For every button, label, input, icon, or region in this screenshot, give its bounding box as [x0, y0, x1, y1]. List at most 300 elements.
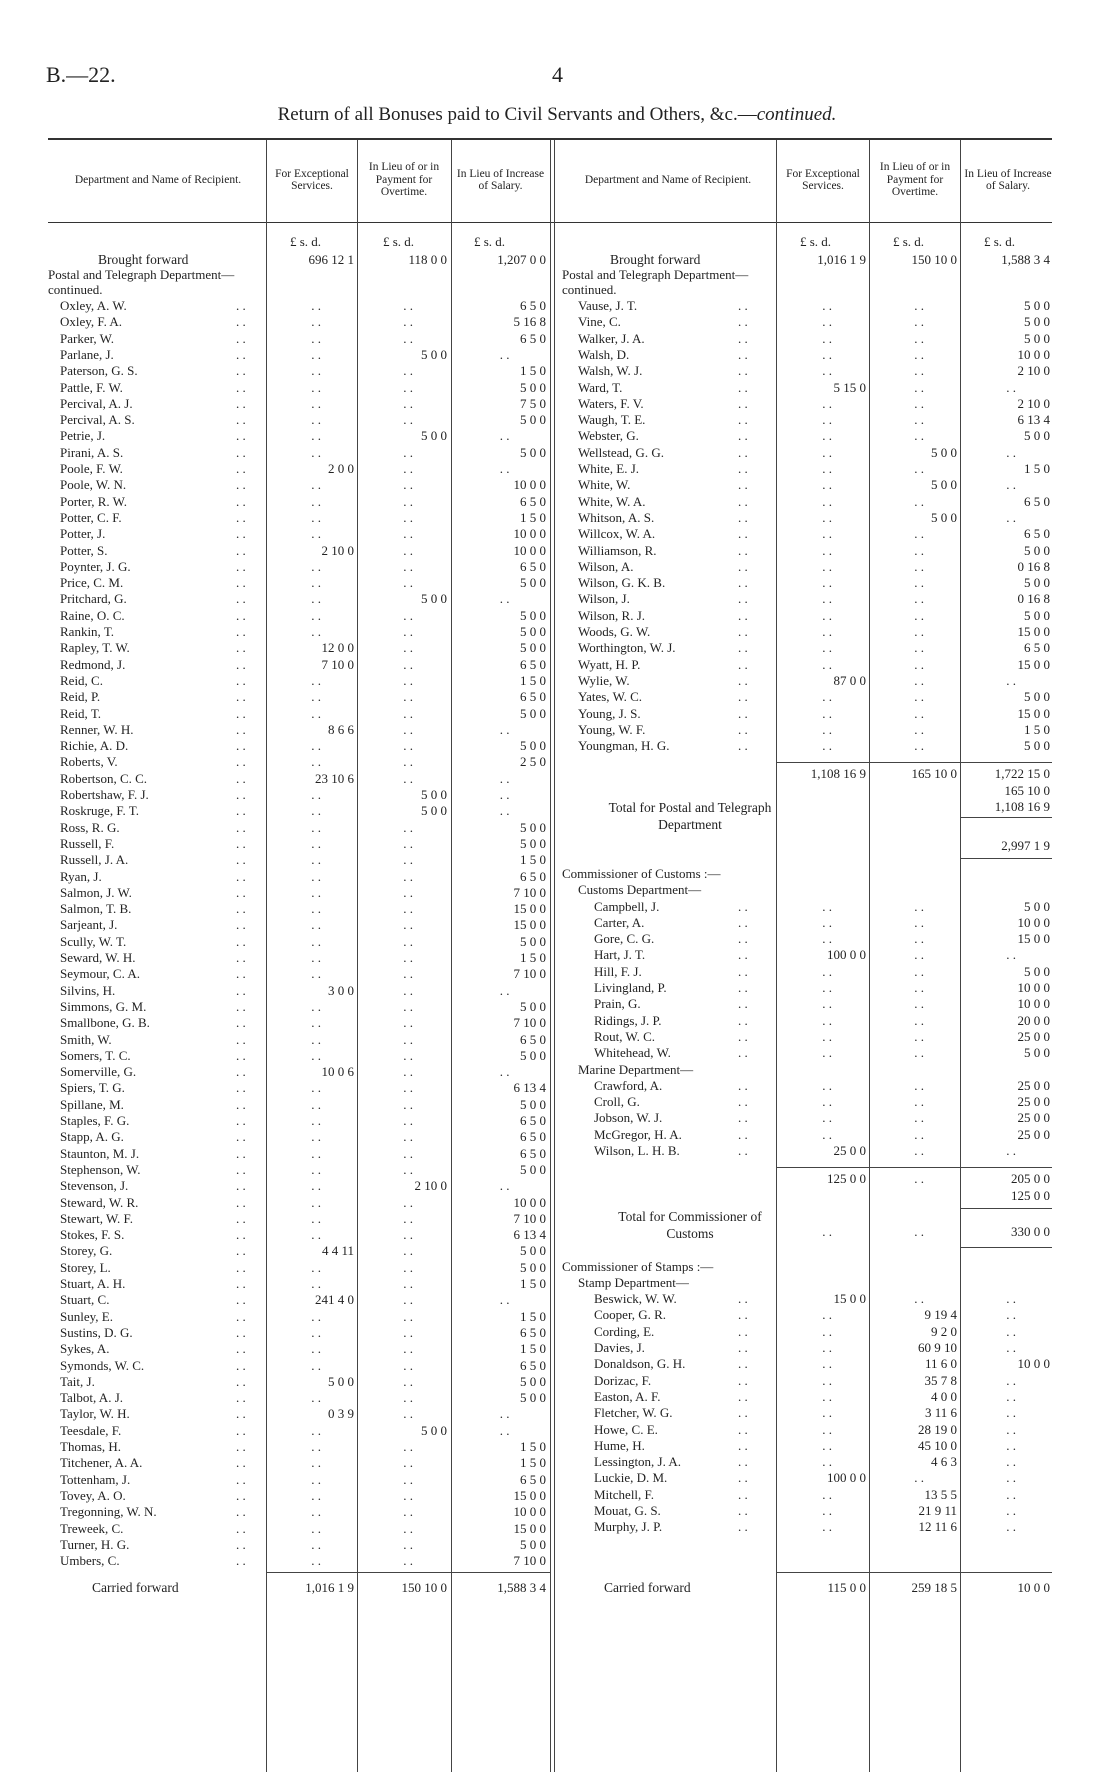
blank-marker: . . [914, 1110, 924, 1126]
amount-cell: 5 0 0 [520, 379, 546, 395]
page-code: B.—22. [46, 62, 116, 87]
sum-rule [960, 858, 1052, 859]
blank-marker: . . [403, 1047, 413, 1063]
amount-cell: 25 0 0 [1017, 1077, 1050, 1093]
amount-cell: 5 15 0 [833, 379, 866, 395]
section-heading: Commissioner of Stamps :— [562, 1258, 714, 1274]
blank-marker: . . [1006, 477, 1016, 493]
leader-dots: . . [236, 754, 246, 770]
blank-marker: . . [1006, 379, 1016, 395]
blank-marker: . . [403, 575, 413, 591]
leader-dots: . . [236, 933, 246, 949]
amount-cell: 25 0 0 [1017, 1028, 1050, 1044]
col-divider [451, 140, 452, 1772]
leader-dots: . . [738, 1340, 748, 1355]
recipient-name: Stuart, A. H. [60, 1276, 126, 1291]
recipient-name: Scully, W. T. [60, 933, 127, 949]
blank-marker: . . [1006, 947, 1016, 963]
blank-marker: . . [499, 346, 510, 362]
amount-cell: 1 5 0 [520, 1439, 546, 1454]
amount-cell: 5 0 0 [1024, 607, 1050, 623]
blank-marker: . . [311, 1259, 321, 1275]
blank-marker: . . [822, 461, 832, 476]
leader-dots: . . [236, 379, 246, 395]
blank-marker: . . [822, 1110, 832, 1126]
blank-marker: . . [822, 980, 832, 995]
blank-marker: . . [822, 444, 832, 460]
blank-marker: . . [1006, 672, 1016, 688]
blank-marker: . . [914, 947, 924, 963]
amount-cell: 6 13 4 [513, 1080, 546, 1096]
recipient-name: Wylie, W. [578, 672, 630, 688]
blank-marker: . . [914, 412, 924, 428]
blank-marker: . . [914, 963, 924, 979]
page-number: 4 [552, 62, 563, 87]
leader-dots: . . [738, 1372, 748, 1388]
recipient-name: Porter, R. W. [60, 493, 128, 509]
blank-marker: . . [403, 998, 413, 1014]
col-divider [869, 140, 870, 1772]
section-heading: Postal and Telegraph Department—continued. [562, 267, 749, 297]
recipient-name: Talbot, A. J. [60, 1390, 124, 1406]
blank-marker: . . [311, 738, 321, 754]
blank-marker: . . [311, 998, 321, 1014]
recipient-name: White, W. A. [578, 493, 646, 509]
leader-dots: . . [236, 1210, 246, 1226]
leader-dots: . . [236, 901, 246, 917]
amount-cell: 5 0 0 [520, 933, 546, 949]
blank-marker: . . [499, 1406, 510, 1422]
blank-marker: . . [822, 346, 832, 362]
blank-marker: . . [403, 330, 413, 346]
blank-marker: . . [403, 738, 413, 754]
blank-marker: . . [311, 1096, 321, 1112]
leader-dots: . . [236, 1047, 246, 1063]
amount-cell: 23 10 6 [315, 770, 354, 786]
recipient-name: Staunton, M. J. [60, 1145, 140, 1161]
blank-marker: . . [822, 996, 832, 1012]
amount-cell: 0 16 8 [1017, 591, 1050, 607]
blank-marker: . . [403, 1194, 413, 1210]
blank-marker: . . [822, 721, 832, 737]
leader-dots: . . [738, 656, 748, 672]
leader-dots: . . [236, 477, 246, 493]
leader-dots: . . [236, 1439, 246, 1454]
blank-marker: . . [403, 542, 413, 558]
recipient-name: Raine, O. C. [60, 607, 125, 623]
blank-marker: . . [403, 901, 413, 917]
recipient-name: Youngman, H. G. [578, 738, 670, 754]
leader-dots: . . [236, 1406, 246, 1422]
amount-cell: 7 10 0 [513, 966, 546, 982]
recipient-name: Reid, T. [60, 705, 102, 721]
blank-marker: . . [1006, 1323, 1016, 1339]
blank-marker: . . [914, 1012, 924, 1028]
amount-cell: 1 5 0 [520, 363, 546, 379]
recipient-name: Mitchell, F. [594, 1486, 654, 1502]
blank-marker: . . [822, 1388, 832, 1404]
amount-cell: 6 5 0 [520, 1357, 546, 1373]
blank-marker: . . [403, 917, 413, 933]
blank-marker: . . [914, 640, 924, 656]
recipient-name: Poynter, J. G. [60, 558, 131, 574]
recipient-name: Livingland, P. [594, 980, 667, 995]
recipient-name: Howe, C. E. [594, 1421, 658, 1437]
blank-marker: . . [822, 1486, 832, 1502]
col-header-dept: Department and Name of Recipient. [74, 173, 242, 186]
amount-cell: 0 16 8 [1017, 558, 1050, 574]
amount-cell: 6 5 0 [520, 1031, 546, 1047]
blank-marker: . . [822, 1126, 832, 1142]
leader-dots: . . [738, 379, 748, 395]
amount-cell: 12 0 0 [321, 640, 354, 656]
amount-cell: 2 5 0 [520, 754, 546, 770]
blank-marker: . . [822, 298, 832, 313]
amount-cell: 5 0 0 [1024, 689, 1050, 705]
recipient-name: Walsh, W. J. [578, 363, 643, 379]
blank-marker: . . [311, 395, 321, 411]
recipient-name: Ward, T. [578, 379, 623, 395]
amount-cell: 1 5 0 [520, 1276, 546, 1291]
recipient-name: Simmons, G. M. [60, 998, 147, 1014]
blank-marker: . . [403, 933, 413, 949]
leader-dots: . . [236, 787, 246, 802]
leader-dots: . . [738, 689, 748, 705]
sum-rule [960, 1247, 1052, 1248]
blank-marker: . . [311, 1487, 321, 1503]
blank-marker: . . [403, 868, 413, 884]
recipient-name: Roskruge, F. T. [60, 803, 140, 819]
leader-dots: . . [236, 1113, 246, 1128]
amount-cell: 5 0 0 [520, 607, 546, 623]
recipient-name: Oxley, A. W. [60, 298, 127, 313]
amount-cell: 13 5 5 [924, 1486, 957, 1502]
leader-dots: . . [236, 1390, 246, 1406]
recipient-name: Vine, C. [578, 314, 621, 330]
blank-marker: . . [403, 1292, 413, 1308]
leader-dots: . . [738, 526, 748, 542]
leader-dots: . . [236, 1471, 246, 1487]
amount-cell: 5 0 0 [520, 412, 546, 428]
leader-dots: . . [236, 624, 246, 639]
recipient-name: Silvins, H. [60, 982, 116, 998]
recipient-name: Hill, F. J. [594, 963, 642, 979]
leader-dots: . . [236, 998, 246, 1014]
blank-marker: . . [914, 624, 924, 639]
amount-cell: 5 0 0 [931, 509, 957, 525]
blank-marker: . . [403, 461, 413, 476]
amount-cell: 5 0 0 [520, 624, 546, 639]
amount-cell: 5 16 8 [513, 314, 546, 330]
leader-dots: . . [236, 1324, 246, 1340]
blank-marker: . . [403, 379, 413, 395]
amount-cell: 6 5 0 [520, 1129, 546, 1145]
recipient-name: Walsh, D. [578, 346, 630, 362]
amount-cell: 4 6 3 [931, 1454, 957, 1470]
leader-dots: . . [738, 1454, 748, 1470]
blank-marker: . . [1006, 1503, 1016, 1518]
blank-marker: . . [403, 966, 413, 982]
blank-marker: . . [403, 819, 413, 835]
blank-marker: . . [822, 558, 832, 574]
recipient-name: Sarjeant, J. [60, 917, 118, 933]
blank-marker: . . [822, 1340, 832, 1355]
blank-marker: . . [403, 1406, 413, 1422]
leader-dots: . . [236, 852, 246, 868]
amount-cell: 0 3 9 [328, 1406, 354, 1422]
recipient-name: Umbers, C. [60, 1553, 120, 1569]
blank-marker: . . [914, 931, 924, 947]
blank-marker: . . [311, 1536, 321, 1552]
amount-cell: 15 0 0 [513, 1520, 546, 1536]
recipient-name: Rout, W. C. [594, 1028, 656, 1044]
leader-dots: . . [236, 1422, 246, 1438]
blank-marker: . . [822, 314, 832, 330]
leader-dots: . . [236, 672, 246, 688]
recipient-name: Wilson, G. K. B. [578, 575, 666, 591]
recipient-name: Tregonning, W. N. [60, 1504, 157, 1520]
amount-cell: 9 19 4 [924, 1307, 957, 1323]
leader-dots: . . [236, 346, 246, 362]
leader-dots: . . [738, 1077, 748, 1093]
amount-cell: 25 0 0 [1017, 1094, 1050, 1110]
postal-sum-overtime: 165 10 0 [911, 766, 957, 782]
recipient-name: Wyatt, H. P. [578, 656, 641, 672]
amount-cell: 6 5 0 [520, 298, 546, 313]
recipient-name: Vause, J. T. [578, 298, 638, 313]
blank-marker: . . [499, 770, 510, 786]
blank-marker: . . [914, 558, 924, 574]
leader-dots: . . [738, 461, 748, 476]
carried-forward-exceptional: 115 0 0 [827, 1580, 866, 1595]
recipient-name: Tait, J. [60, 1373, 95, 1389]
blank-marker: . . [403, 1390, 413, 1406]
amount-cell: 6 5 0 [520, 689, 546, 705]
blank-marker: . . [1006, 1143, 1016, 1158]
leader-dots: . . [738, 477, 748, 493]
col-divider [960, 140, 961, 1772]
blank-marker: . . [1006, 1470, 1016, 1486]
currency-header: £ s. d. [893, 234, 925, 249]
blank-marker: . . [499, 721, 510, 737]
leader-dots: . . [738, 412, 748, 428]
blank-marker: . . [311, 933, 321, 949]
blank-marker: . . [403, 526, 413, 542]
blank-marker: . . [822, 1094, 832, 1110]
amount-cell: 5 0 0 [1024, 542, 1050, 558]
leader-dots: . . [738, 963, 748, 979]
blank-marker: . . [311, 1324, 321, 1340]
blank-marker: . . [403, 509, 413, 525]
blank-marker: . . [403, 1227, 413, 1243]
blank-marker: . . [914, 1291, 924, 1307]
recipient-name: Waugh, T. E. [578, 412, 646, 428]
recipient-name: Stevenson, J. [60, 1178, 129, 1194]
blank-marker: . . [914, 298, 924, 313]
amount-cell: 10 0 0 [1017, 996, 1050, 1012]
recipient-name: Gore, C. G. [594, 931, 655, 947]
leader-dots: . . [738, 607, 748, 623]
recipient-name: Ryan, J. [60, 868, 102, 884]
blank-marker: . . [403, 1536, 413, 1552]
blank-marker: . . [311, 1422, 321, 1438]
amount-cell: 1 5 0 [520, 852, 546, 868]
blank-marker: . . [914, 607, 924, 623]
amount-cell: 5 0 0 [421, 803, 447, 819]
recipient-name: Prain, G. [594, 996, 641, 1012]
blank-marker: . . [403, 1259, 413, 1275]
amount-cell: 6 5 0 [520, 656, 546, 672]
recipient-name: Young, J. S. [578, 705, 641, 721]
leader-dots: . . [738, 1486, 748, 1502]
blank-marker: . . [1006, 1421, 1016, 1437]
blank-marker: . . [499, 1292, 510, 1308]
blank-marker: . . [403, 1080, 413, 1096]
recipient-name: Wilson, L. H. B. [594, 1143, 680, 1158]
leader-dots: . . [236, 1373, 246, 1389]
blank-marker: . . [311, 868, 321, 884]
amount-cell: 6 5 0 [520, 558, 546, 574]
amount-cell: 25 0 0 [833, 1143, 866, 1158]
recipient-name: Oxley, F. A. [60, 314, 123, 330]
blank-marker: . . [914, 526, 924, 542]
blank-marker: . . [403, 1015, 413, 1031]
blank-marker: . . [311, 363, 321, 379]
amount-cell: 25 0 0 [1017, 1126, 1050, 1142]
amount-cell: 5 0 0 [520, 705, 546, 721]
amount-cell: 5 0 0 [421, 591, 447, 607]
blank-marker: . . [403, 656, 413, 672]
col-divider [776, 140, 777, 1772]
leader-dots: . . [738, 1307, 748, 1323]
amount-cell: 8 6 6 [328, 721, 354, 737]
leader-dots: . . [738, 1405, 748, 1421]
leader-dots: . . [738, 721, 748, 737]
amount-cell: 5 0 0 [421, 346, 447, 362]
blank-marker: . . [822, 931, 832, 947]
carried-forward-overtime: 150 10 0 [401, 1580, 447, 1595]
carried-forward-salary: 1,588 3 4 [497, 1580, 546, 1595]
amount-cell: 5 0 0 [328, 1373, 354, 1389]
amount-cell: 15 0 0 [513, 917, 546, 933]
amount-cell: 25 0 0 [1017, 1110, 1050, 1126]
currency-header: £ s. d. [383, 234, 415, 249]
amount-cell: 6 5 0 [1024, 493, 1050, 509]
leader-dots: . . [236, 1145, 246, 1161]
blank-marker: . . [822, 963, 832, 979]
carried-forward-salary: 10 0 0 [1017, 1580, 1050, 1595]
blank-marker: . . [822, 656, 832, 672]
blank-marker: . . [914, 1045, 924, 1061]
leader-dots: . . [236, 656, 246, 672]
blank-marker: . . [914, 1171, 924, 1187]
blank-marker: . . [822, 1028, 832, 1044]
leader-dots: . . [236, 1504, 246, 1520]
recipient-name: Teesdale, F. [60, 1422, 122, 1438]
amount-cell: 7 10 0 [321, 656, 354, 672]
subsection-heading: Marine Department— [578, 1061, 694, 1077]
recipient-name: Parlane, J. [60, 346, 114, 362]
blank-marker: . . [311, 1357, 321, 1373]
recipient-name: Paterson, G. S. [60, 363, 138, 379]
leader-dots: . . [738, 705, 748, 721]
recipient-name: Potter, J. [60, 526, 106, 542]
blank-marker: . . [914, 591, 924, 607]
brought-forward-overtime: 150 10 0 [911, 252, 957, 267]
recipient-name: Lessington, J. A. [594, 1454, 682, 1470]
subsection-heading: Customs Department— [578, 882, 702, 898]
recipient-name: Robertson, C. C. [60, 770, 148, 786]
blank-marker: . . [822, 477, 832, 493]
blank-marker: . . [822, 330, 832, 346]
blank-marker: . . [822, 575, 832, 591]
blank-marker: . . [822, 738, 832, 754]
recipient-name: Young, W. F. [578, 721, 646, 737]
blank-marker: . . [822, 428, 832, 444]
blank-marker: . . [311, 412, 321, 428]
amount-cell: 241 4 0 [315, 1292, 354, 1308]
leader-dots: . . [236, 1161, 246, 1177]
blank-marker: . . [403, 1031, 413, 1047]
blank-marker: . . [499, 591, 510, 607]
blank-marker: . . [403, 1357, 413, 1373]
blank-marker: . . [311, 1178, 321, 1194]
leader-dots: . . [236, 819, 246, 835]
blank-marker: . . [403, 1324, 413, 1340]
recipient-name: Carter, A. [594, 914, 645, 930]
leader-dots: . . [738, 298, 748, 313]
blank-marker: . . [311, 591, 321, 607]
recipient-name: Reid, C. [60, 672, 103, 688]
recipient-name: Walker, J. A. [578, 330, 645, 346]
leader-dots: . . [738, 1388, 748, 1404]
recipient-name: Cording, E. [594, 1323, 655, 1339]
recipient-name: Petrie, J. [60, 428, 106, 444]
blank-marker: . . [311, 607, 321, 623]
blank-marker: . . [1006, 1307, 1016, 1323]
blank-marker: . . [499, 787, 510, 802]
leader-dots: . . [738, 444, 748, 460]
blank-marker: . . [311, 330, 321, 346]
recipient-name: Stuart, C. [60, 1292, 110, 1308]
blank-marker: . . [311, 1439, 321, 1454]
blank-marker: . . [822, 1045, 832, 1061]
recipient-name: Russell, F. [60, 835, 115, 851]
leader-dots: . . [236, 1178, 246, 1194]
blank-marker: . . [822, 705, 832, 721]
blank-marker: . . [311, 1308, 321, 1324]
blank-marker: . . [914, 1028, 924, 1044]
col-header-salary: In Lieu of Increase of Salary. [964, 167, 1052, 192]
amount-cell: 5 0 0 [931, 444, 957, 460]
leader-dots: . . [236, 395, 246, 411]
leader-dots: . . [738, 640, 748, 656]
leader-dots: . . [738, 395, 748, 411]
blank-marker: . . [822, 640, 832, 656]
blank-marker: . . [403, 298, 413, 313]
col-header-exceptional: For Exceptional Services. [786, 167, 860, 192]
amount-cell: 5 0 0 [520, 1390, 546, 1406]
amount-cell: 2 0 0 [328, 461, 354, 476]
blank-marker: . . [311, 705, 321, 721]
amount-cell: 5 0 0 [520, 1096, 546, 1112]
postal-total-label: Total for Postal and Telegraph Department [608, 800, 772, 832]
leader-dots: . . [738, 672, 748, 688]
amount-cell: 5 0 0 [931, 477, 957, 493]
leader-dots: . . [738, 428, 748, 444]
blank-marker: . . [822, 1012, 832, 1028]
amount-cell: 7 10 0 [513, 884, 546, 900]
